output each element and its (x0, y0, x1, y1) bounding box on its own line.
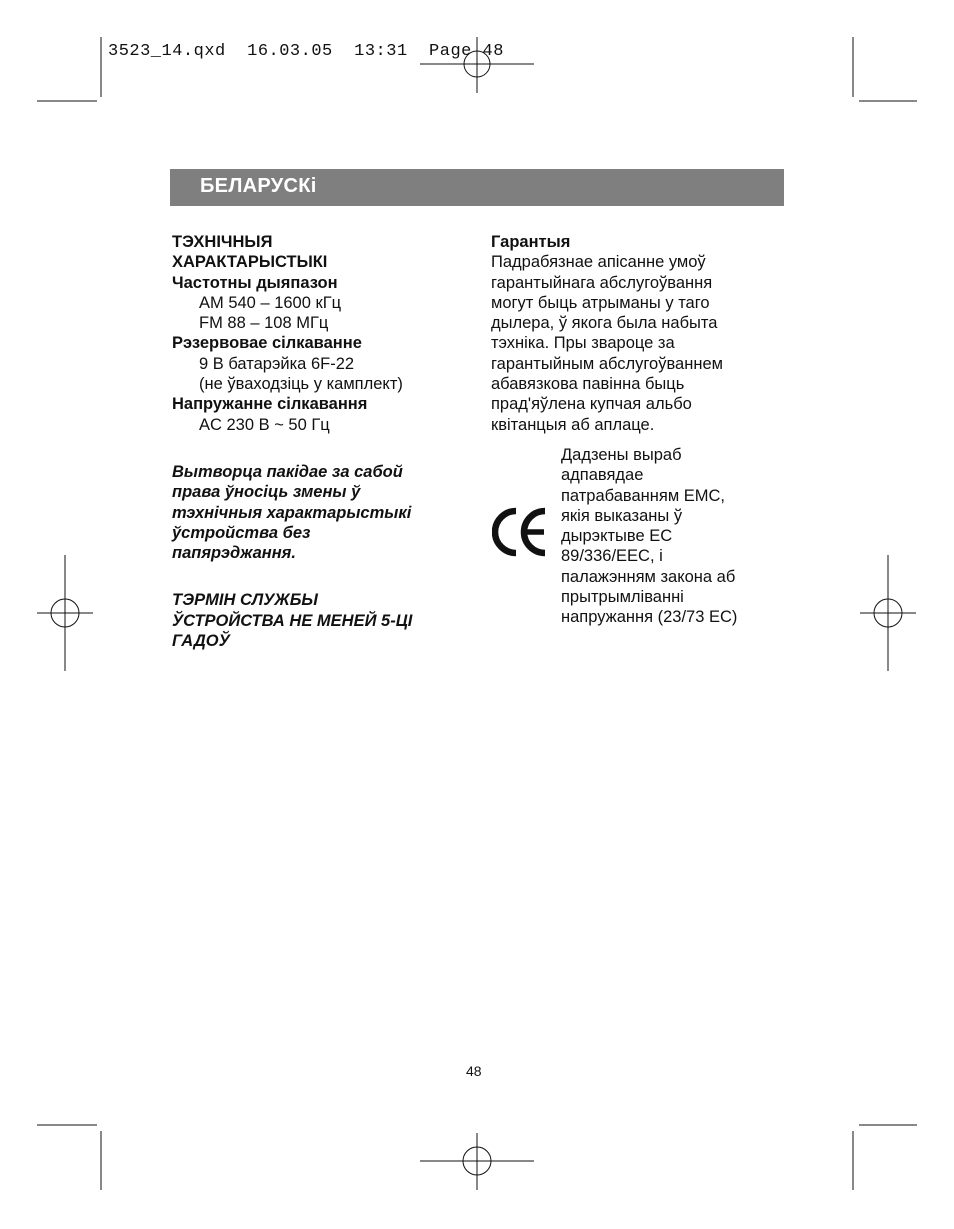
freq-range-label: Частотны дыяпазон (172, 273, 338, 292)
service-life-line: ТЭРМІН СЛУЖБЫ (172, 591, 318, 610)
warranty-line: тэхніка. Пры звароце за (491, 334, 675, 353)
registration-mark-bottom (420, 1133, 534, 1190)
warranty-line: прад'яўлена купчая альбо (491, 395, 692, 414)
ce-line: напружання (23/73 ЕС) (561, 608, 738, 627)
notice-line: тэхнічныя характарыстыкі (172, 503, 412, 522)
ce-mark-icon (492, 506, 552, 558)
service-life-line: ЎСТРОЙСТВА НЕ МЕНЕЙ 5-ЦІ (172, 611, 413, 630)
warranty-section (491, 232, 791, 435)
warranty-line: абавязкова павінна быць (491, 375, 685, 394)
print-slug: 3523_14.qxd 16.03.05 13:31 Page 48 (108, 42, 504, 61)
warranty-line: Падрабязнае апісанне умоў (491, 253, 706, 272)
service-life (172, 590, 472, 651)
ce-line: дырэктыве ЕС (561, 527, 673, 546)
notice-line: Вытворца пакідае за сабой (172, 462, 403, 481)
backup-power-label: Рэзервовае сілкаванне (172, 334, 362, 353)
backup-power-note: (не ўваходзіць у камплект) (199, 375, 403, 394)
ce-line: Дадзены выраб (561, 446, 682, 464)
supply-voltage-label: Напружанне сілкавання (172, 395, 368, 414)
section-header-bar (170, 169, 784, 206)
left-column (172, 232, 472, 651)
section-title: БЕЛАРУСКі (200, 175, 317, 197)
specs-title-2: ХАРАКТАРЫСТЫКІ (172, 253, 328, 272)
ce-compliance-text (561, 445, 801, 628)
supply-voltage-value: AC 230 В ~ 50 Гц (199, 415, 330, 434)
warranty-line: гарантыйным абслугоўваннем (491, 354, 723, 373)
ce-line: патрабаванням EMC, (561, 486, 726, 505)
registration-mark-top (420, 37, 534, 93)
registration-mark-left (37, 555, 93, 671)
manufacturer-notice (172, 462, 472, 563)
ce-line: якія выказаны ў (561, 506, 683, 525)
page-number: 48 (466, 1063, 482, 1079)
ce-line: прытрымліванні (561, 588, 684, 607)
warranty-line: могут быць атрыманы у таго (491, 293, 710, 312)
ce-line: адпавядае (561, 466, 644, 485)
service-life-line: ГАДОЎ (172, 632, 230, 651)
specs-title: ТЭХНІЧНЫЯ (172, 233, 273, 251)
registration-mark-right (860, 555, 916, 671)
freq-am-value: AM 540 – 1600 кГц (199, 293, 342, 312)
ce-line: 89/336/EEC, і (561, 547, 663, 566)
notice-line: права ўносіць змены ў (172, 483, 361, 502)
backup-power-value: 9 В батарэйка 6F-22 (199, 354, 355, 373)
notice-line: папярэджання. (172, 544, 296, 563)
warranty-title: Гарантыя (491, 233, 571, 251)
warranty-line: квітанцыя аб аплаце. (491, 415, 655, 434)
warranty-line: дылера, ў якога была набыта (491, 314, 718, 333)
freq-fm-value: FM 88 – 108 МГц (199, 314, 329, 333)
ce-line: палажэнням закона аб (561, 567, 736, 586)
notice-line: ўстройства без (172, 523, 311, 542)
warranty-line: гарантыйнага абслугоўвання (491, 273, 713, 292)
